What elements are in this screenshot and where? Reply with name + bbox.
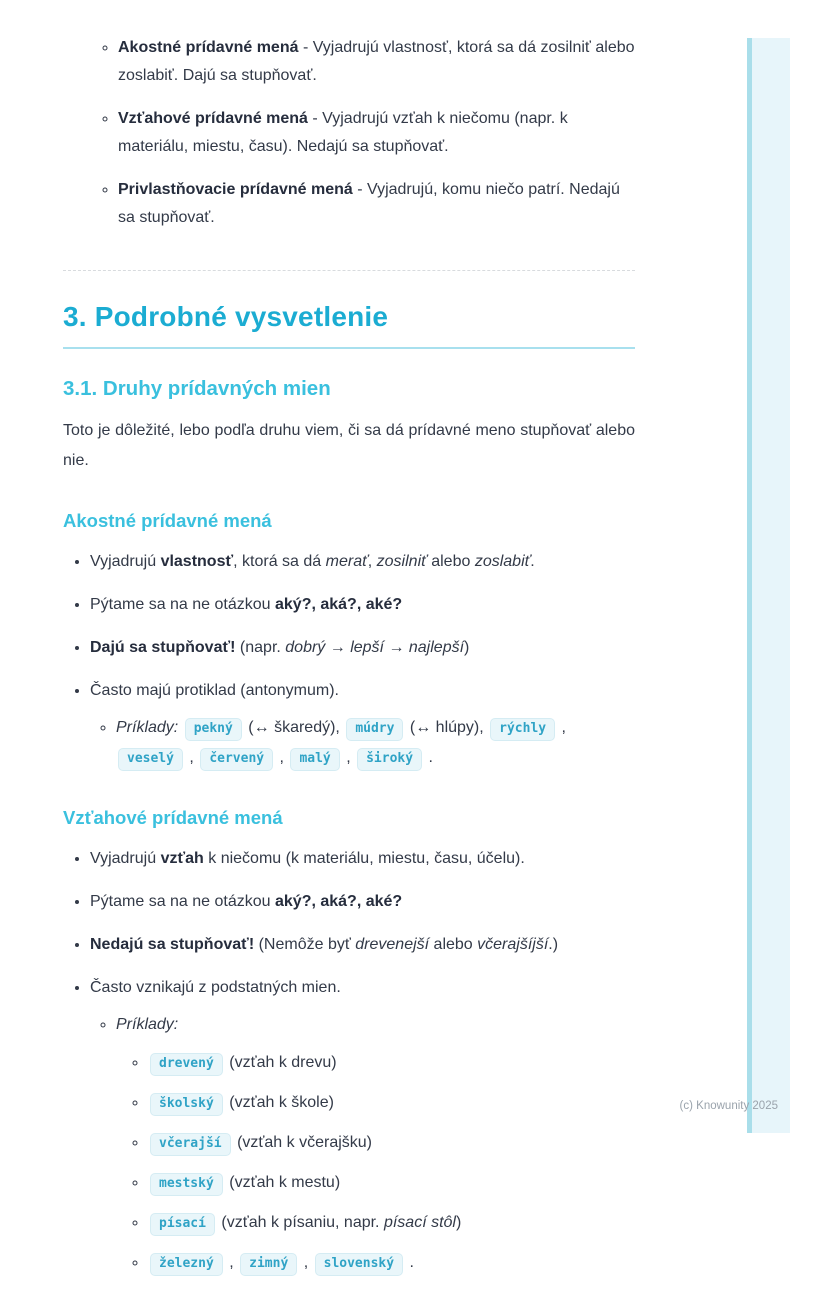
rich-text: písací (vzťah k písaniu, napr. písací stôl)	[148, 1214, 461, 1231]
section-3-1-heading: 3.1. Druhy prídavných mien	[63, 377, 331, 400]
rich-text: Akostné prídavné mená - Vyjadrujú vlastnosť, ktorá sa dá zosilniť alebo zoslabiť. Dajú sa stupňovať.	[118, 39, 635, 84]
rich-text: mestský (vzťah k mestu)	[148, 1174, 340, 1191]
vztahove-example-item	[148, 1090, 635, 1116]
vztahove-example-item	[148, 1210, 635, 1236]
rich-text: Často vznikajú z podstatných mien.	[90, 979, 341, 996]
rich-text: Vyjadrujú vlastnosť, ktorá sa dá merať, zosilniť alebo zoslabiť.	[90, 553, 535, 570]
intro-list-item	[118, 176, 635, 232]
rich-text: železný , zimný , slovenský .	[148, 1254, 414, 1271]
list-item	[90, 548, 635, 576]
rich-text: Privlastňovacie prídavné mená - Vyjadrujú, komu niečo patrí. Nedajú sa stupňovať.	[118, 181, 620, 226]
vztahove-bullet-list	[63, 845, 635, 1276]
intro-adjective-types-list	[63, 34, 635, 232]
vztahove-heading: Vzťahové prídavné mená	[63, 807, 283, 828]
section-divider	[63, 270, 635, 271]
rich-text: školský (vzťah k škole)	[148, 1094, 334, 1111]
rich-text: drevený (vzťah k drevu)	[148, 1054, 337, 1071]
rich-text: Pýtame sa na ne otázkou aký?, aká?, aké?	[90, 893, 403, 910]
copyright-footer: (c) Knowunity 2025	[679, 1100, 778, 1112]
vztahove-example-item	[148, 1250, 635, 1276]
vztahove-example-list	[116, 1050, 635, 1276]
list-item	[90, 845, 635, 873]
rich-text: včerajší (vzťah k včerajšku)	[148, 1134, 372, 1151]
akostne-heading: Akostné prídavné mená	[63, 510, 272, 531]
intro-list-item	[118, 105, 635, 161]
rich-text: Vzťahové prídavné mená - Vyjadrujú vzťah k niečomu (napr. k materiálu, miestu, času). Nedajú sa stupňovať.	[118, 110, 568, 155]
rich-text: Pýtame sa na ne otázkou aký?, aká?, aké?	[90, 596, 403, 613]
akostne-examples-sublist	[90, 713, 635, 773]
akostne-bullet-list	[63, 548, 635, 773]
section-3-heading: 3. Podrobné vysvetlenie	[63, 301, 635, 349]
list-item	[90, 888, 635, 916]
vztahove-example-item	[148, 1170, 635, 1196]
rich-text: Príklady:	[116, 1016, 179, 1033]
list-item	[90, 931, 635, 959]
rich-text: Dajú sa stupňovať! (napr. dobrý → lepší → najlepší)	[90, 639, 470, 656]
vztahove-examples-sublist	[90, 1010, 635, 1276]
rich-text: Príklady: pekný (↔ škaredý), múdry (↔ hlúpy), rýchly , veselý , červený , malý , široký .	[116, 719, 566, 766]
vztahove-example-item	[148, 1130, 635, 1156]
list-item	[90, 677, 635, 773]
document-content	[63, 34, 635, 1291]
rich-text: Často majú protiklad (antonymum).	[90, 682, 339, 699]
rich-text: Vyjadrujú vzťah k niečomu (k materiálu, miestu, času, účelu).	[90, 850, 525, 867]
list-item	[90, 591, 635, 619]
list-item	[90, 634, 635, 662]
intro-list-item	[118, 34, 635, 90]
rich-text: Nedajú sa stupňovať! (Nemôže byť drevenejší alebo včerajšíjší.)	[90, 936, 559, 953]
right-accent-bar	[747, 38, 790, 1133]
section-intro-paragraph: Toto je dôležité, lebo podľa druhu viem, či sa dá prídavné meno stupňovať alebo nie.	[63, 422, 635, 469]
akostne-examples-item	[116, 713, 635, 773]
vztahove-example-item	[148, 1050, 635, 1076]
vztahove-examples-label-item	[116, 1010, 635, 1276]
list-item	[90, 974, 635, 1276]
